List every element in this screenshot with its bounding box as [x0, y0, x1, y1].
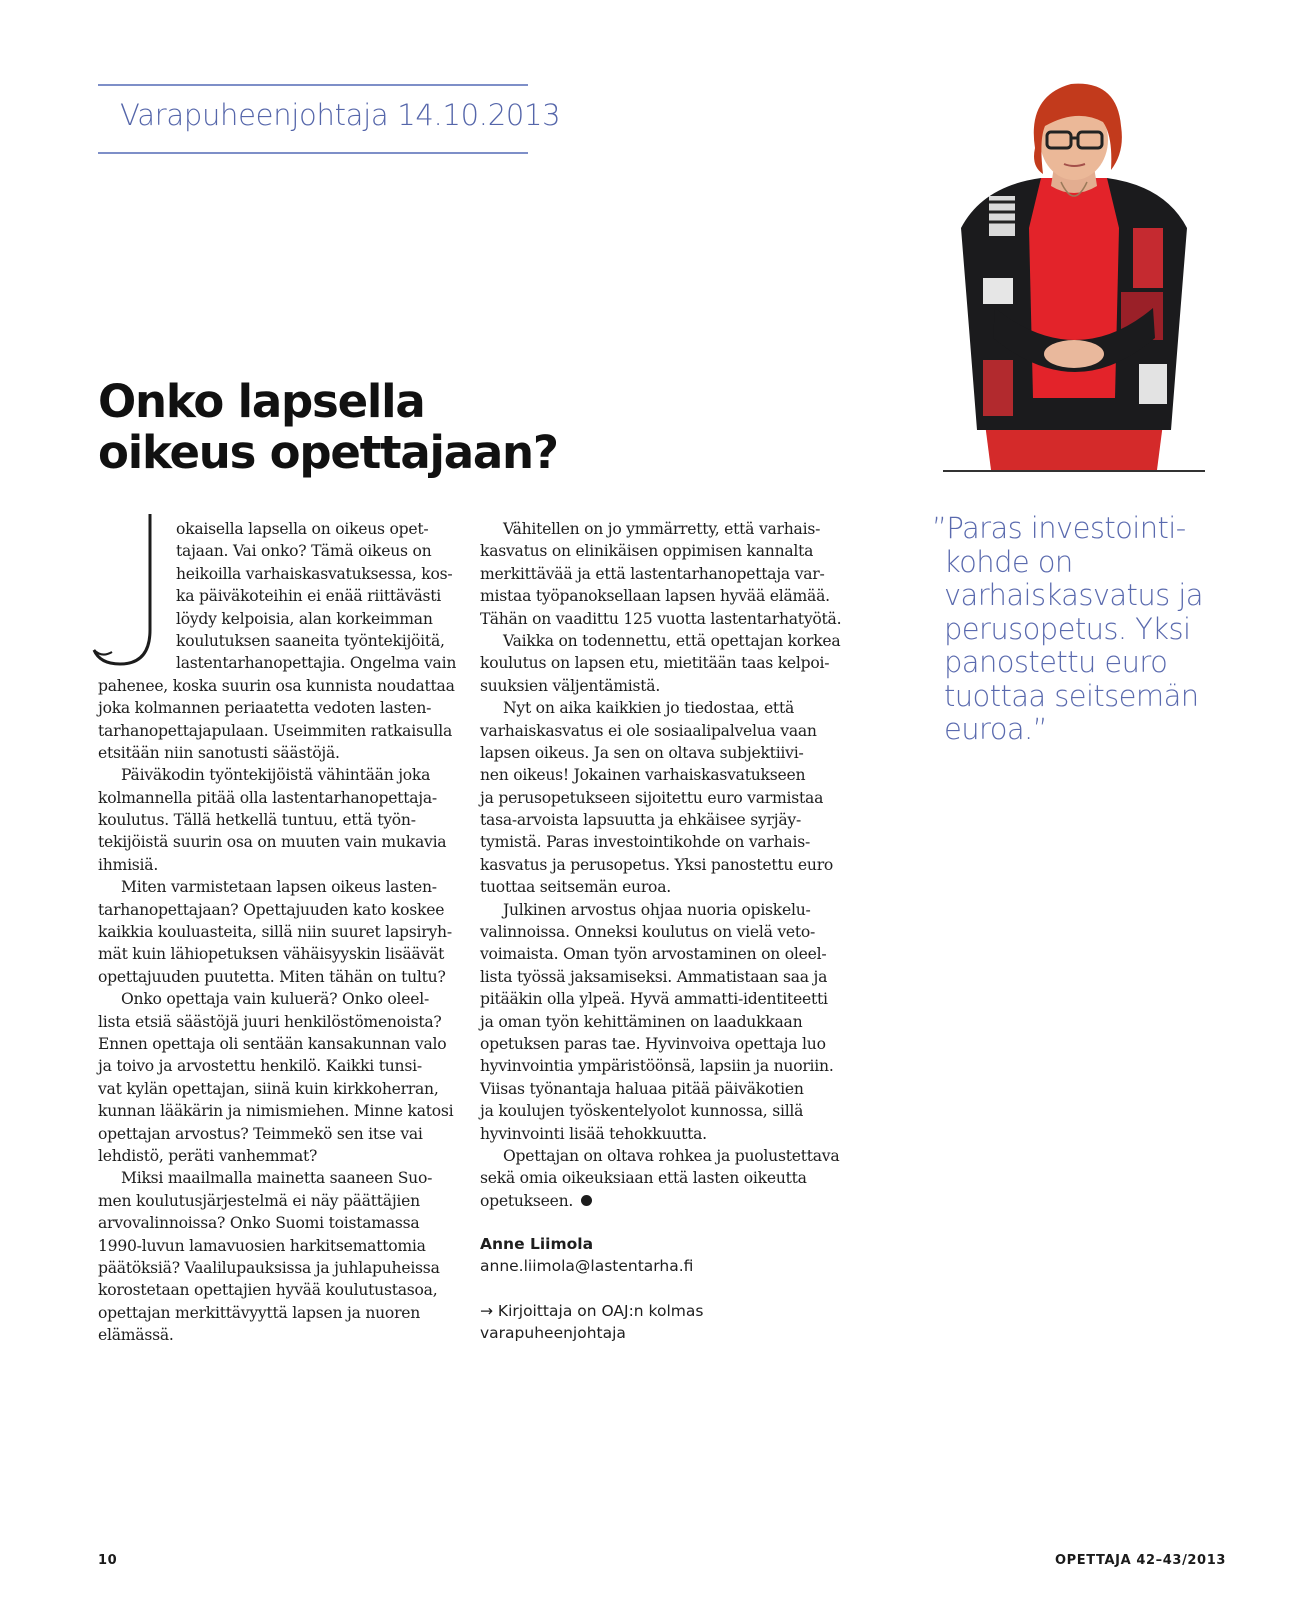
body-line: kunnan lääkärin ja nimismiehen. Minne katosi [98, 1102, 454, 1121]
author-note-line: varapuheenjohtaja [480, 1324, 626, 1343]
body-line: ja perusopetukseen sijoitettu euro varmistaa [480, 788, 824, 807]
article-column-2 [480, 518, 850, 1212]
body-line: tymistä. Paras investointikohde on varhais- [480, 833, 810, 852]
body-line: koulutus on lapsen etu, mietitään taas kelpoi- [480, 654, 830, 673]
body-line: kolmannella pitää olla lastentarhanopettaja- [98, 788, 437, 807]
body-line: lastentarhanopettajia. Ongelma vain [176, 654, 457, 673]
body-line: ja koulujen työskentelyolot kunnossa, sillä [480, 1102, 804, 1121]
article-column-1 [98, 518, 468, 1346]
author-note [480, 1300, 703, 1345]
body-line: lista työssä jaksamiseksi. Ammatistaan saa ja [480, 967, 828, 986]
body-line: arvovalinnoissa? Onko Suomi toistamassa [98, 1214, 420, 1233]
body-line: Tähän on vaadittu 125 vuotta lastentarhatyötä. [480, 609, 842, 628]
page-number: 10 [98, 1553, 118, 1568]
article-title [98, 376, 568, 478]
portrait-divider [943, 470, 1205, 472]
body-line: heikoilla varhaiskasvatuksessa, kos- [176, 564, 453, 583]
body-line: merkittävää ja että lastentarhanopettaja var- [480, 564, 825, 583]
end-mark-icon [581, 1195, 592, 1206]
author-email-link[interactable]: anne.liimola@lastentarha.fi [480, 1257, 694, 1276]
body-line: tuottaa seitsemän euroa. [480, 878, 671, 897]
body-line: sekä omia oikeuksiaan että lasten oikeutta [480, 1169, 807, 1188]
author-block [480, 1233, 693, 1278]
body-line: tarhanopettajaan? Opettajuuden kato koskee [98, 900, 445, 919]
body-line: ja oman työn kehittäminen on laadukkaan [480, 1012, 803, 1031]
body-line: opetuksen paras tae. Hyvinvoiva opettaja luo [480, 1034, 826, 1053]
body-line: Viisas työnantaja haluaa pitää päiväkotien [480, 1079, 804, 1098]
body-line: pahenee, koska suurin osa kunnista noudattaa [98, 676, 455, 695]
article-title-line: oikeus opettajaan? [98, 426, 558, 479]
body-line-text: opetukseen. [480, 1191, 574, 1210]
body-line: mät kuin lähiopetuksen vähäisyyskin lisäävät [98, 945, 445, 964]
body-line: päätöksiä? Vaalilupauksissa ja juhlapuheissa [98, 1258, 440, 1277]
body-line: 1990-luvun lamavuosien harkitsemattomia [98, 1236, 426, 1255]
body-line: löydy kelpoisia, alan korkeimman [176, 609, 433, 628]
section-label: Varapuheenjohtaja 14.10.2013 [120, 98, 561, 132]
body-line: tarhanopettajapulaan. Useimmiten ratkaisulla [98, 721, 453, 740]
body-line: pitääkin olla ylpeä. Hyvä ammatti-identiteetti [480, 990, 828, 1009]
body-line: etsitään niin sanotusti säästöjä. [98, 743, 340, 762]
pull-quote-line: euroa.” [944, 712, 1048, 746]
body-line: okaisella lapsella on oikeus opet- [176, 520, 429, 538]
body-line: hyvinvointia ympäristöönsä, lapsiin ja nuoriin. [480, 1057, 834, 1076]
body-line: korostetaan opettajien hyvää koulutustasoa, [98, 1281, 438, 1300]
body-line: ja toivo ja arvostettu henkilö. Kaikki tunsi- [98, 1057, 422, 1076]
body-line-last [480, 1190, 850, 1212]
body-line: opettajuuden puutetta. Miten tähän on tultu? [98, 967, 446, 986]
pull-quote [932, 512, 1252, 747]
body-line: Ennen opettaja oli sentään kansakunnan valo [98, 1034, 447, 1053]
body-line: ka päiväkoteihin ei enää riittävästi [176, 587, 442, 606]
body-line: Miten varmistetaan lapsen oikeus lasten- [121, 878, 437, 897]
body-line: joka kolmannen periaatetta vedoten lasten- [98, 699, 432, 718]
body-line: vat kylän opettajan, siinä kuin kirkkoherran, [98, 1079, 439, 1098]
body-line: tajaan. Vai onko? Tämä oikeus on [176, 542, 432, 561]
body-line: Opettajan on oltava rohkea ja puolustettava [503, 1146, 840, 1165]
author-note-line: → Kirjoittaja on OAJ:n kolmas [480, 1302, 704, 1320]
body-line: Vähitellen on jo ymmärretty, että varhais- [503, 520, 821, 538]
body-line: elämässä. [98, 1326, 174, 1345]
author-name: Anne Liimola [480, 1235, 594, 1253]
body-line: ihmisiä. [98, 855, 159, 874]
pull-quote-line: panostettu euro [944, 645, 1168, 679]
body-line: voimaista. Oman työn arvostaminen on oleel- [480, 945, 827, 964]
body-line: hyvinvointi lisää tehokkuutta. [480, 1124, 707, 1143]
pull-quote-line: perusopetus. Yksi [944, 611, 1191, 646]
body-line: koulutuksen saaneita työntekijöitä, [176, 631, 445, 650]
pull-quote-line: kohde on [944, 544, 1073, 579]
body-line: Päiväkodin työntekijöistä vähintään joka [121, 766, 431, 785]
body-line: mistaa työpanoksellaan lapsen hyvää elämää. [480, 587, 830, 606]
body-line: nen oikeus! Jokainen varhaiskasvatukseen [480, 766, 806, 785]
body-line: varhaiskasvatus ei ole sosiaalipalvelua vaan [480, 721, 817, 740]
body-line: men koulutusjärjestelmä ei näy päättäjien [98, 1191, 420, 1210]
body-line: lista etsiä säästöjä juuri henkilöstömenoista? [98, 1012, 442, 1031]
body-line: kaikkia kouluasteita, sillä niin suuret lapsiryh- [98, 923, 452, 942]
pull-quote-line: tuottaa seitsemän [944, 678, 1199, 713]
pull-quote-line: varhaiskasvatus ja [944, 578, 1203, 612]
magazine-issue: OPETTAJA 42–43/2013 [1055, 1553, 1226, 1568]
body-line: Julkinen arvostus ohjaa nuoria opiskelu- [503, 900, 811, 919]
body-line: koulutus. Tällä hetkellä tuntuu, että työn- [98, 811, 416, 830]
body-line: tasa-arvoista lapsuutta ja ehkäisee syrjäy- [480, 811, 801, 830]
body-line: lehdistö, peräti vanhemmat? [98, 1146, 318, 1165]
body-line: kasvatus ja perusopetus. Yksi panostettu euro [480, 855, 834, 874]
body-line: tekijöistä suurin osa on muuten vain mukavia [98, 833, 447, 852]
body-line: suuksien väljentämistä. [480, 676, 661, 695]
body-line: opettajan merkittävyyttä lapsen ja nuoren [98, 1303, 421, 1322]
body-line: Vaikka on todennettu, että opettajan korkea [503, 631, 841, 650]
body-line: opettajan arvostus? Teimmekö sen itse vai [98, 1124, 423, 1143]
pull-quote-line: ”Paras investointi- [932, 511, 1186, 545]
section-label-box [98, 84, 561, 154]
body-line: lapsen oikeus. Ja sen on oltava subjektiivi- [480, 743, 804, 762]
article-title-line: Onko lapsella [98, 375, 425, 428]
body-line: Onko opettaja vain kuluerä? Onko oleel- [121, 990, 430, 1009]
body-line: Nyt on aika kaikkien jo tiedostaa, että [503, 699, 795, 718]
author-portrait [943, 78, 1205, 470]
body-line: valinnoissa. Onneksi koulutus on vielä veto- [480, 923, 816, 942]
body-line: kasvatus on elinikäisen oppimisen kannalta [480, 542, 814, 561]
body-line: Miksi maailmalla mainetta saaneen Suo- [121, 1169, 433, 1188]
